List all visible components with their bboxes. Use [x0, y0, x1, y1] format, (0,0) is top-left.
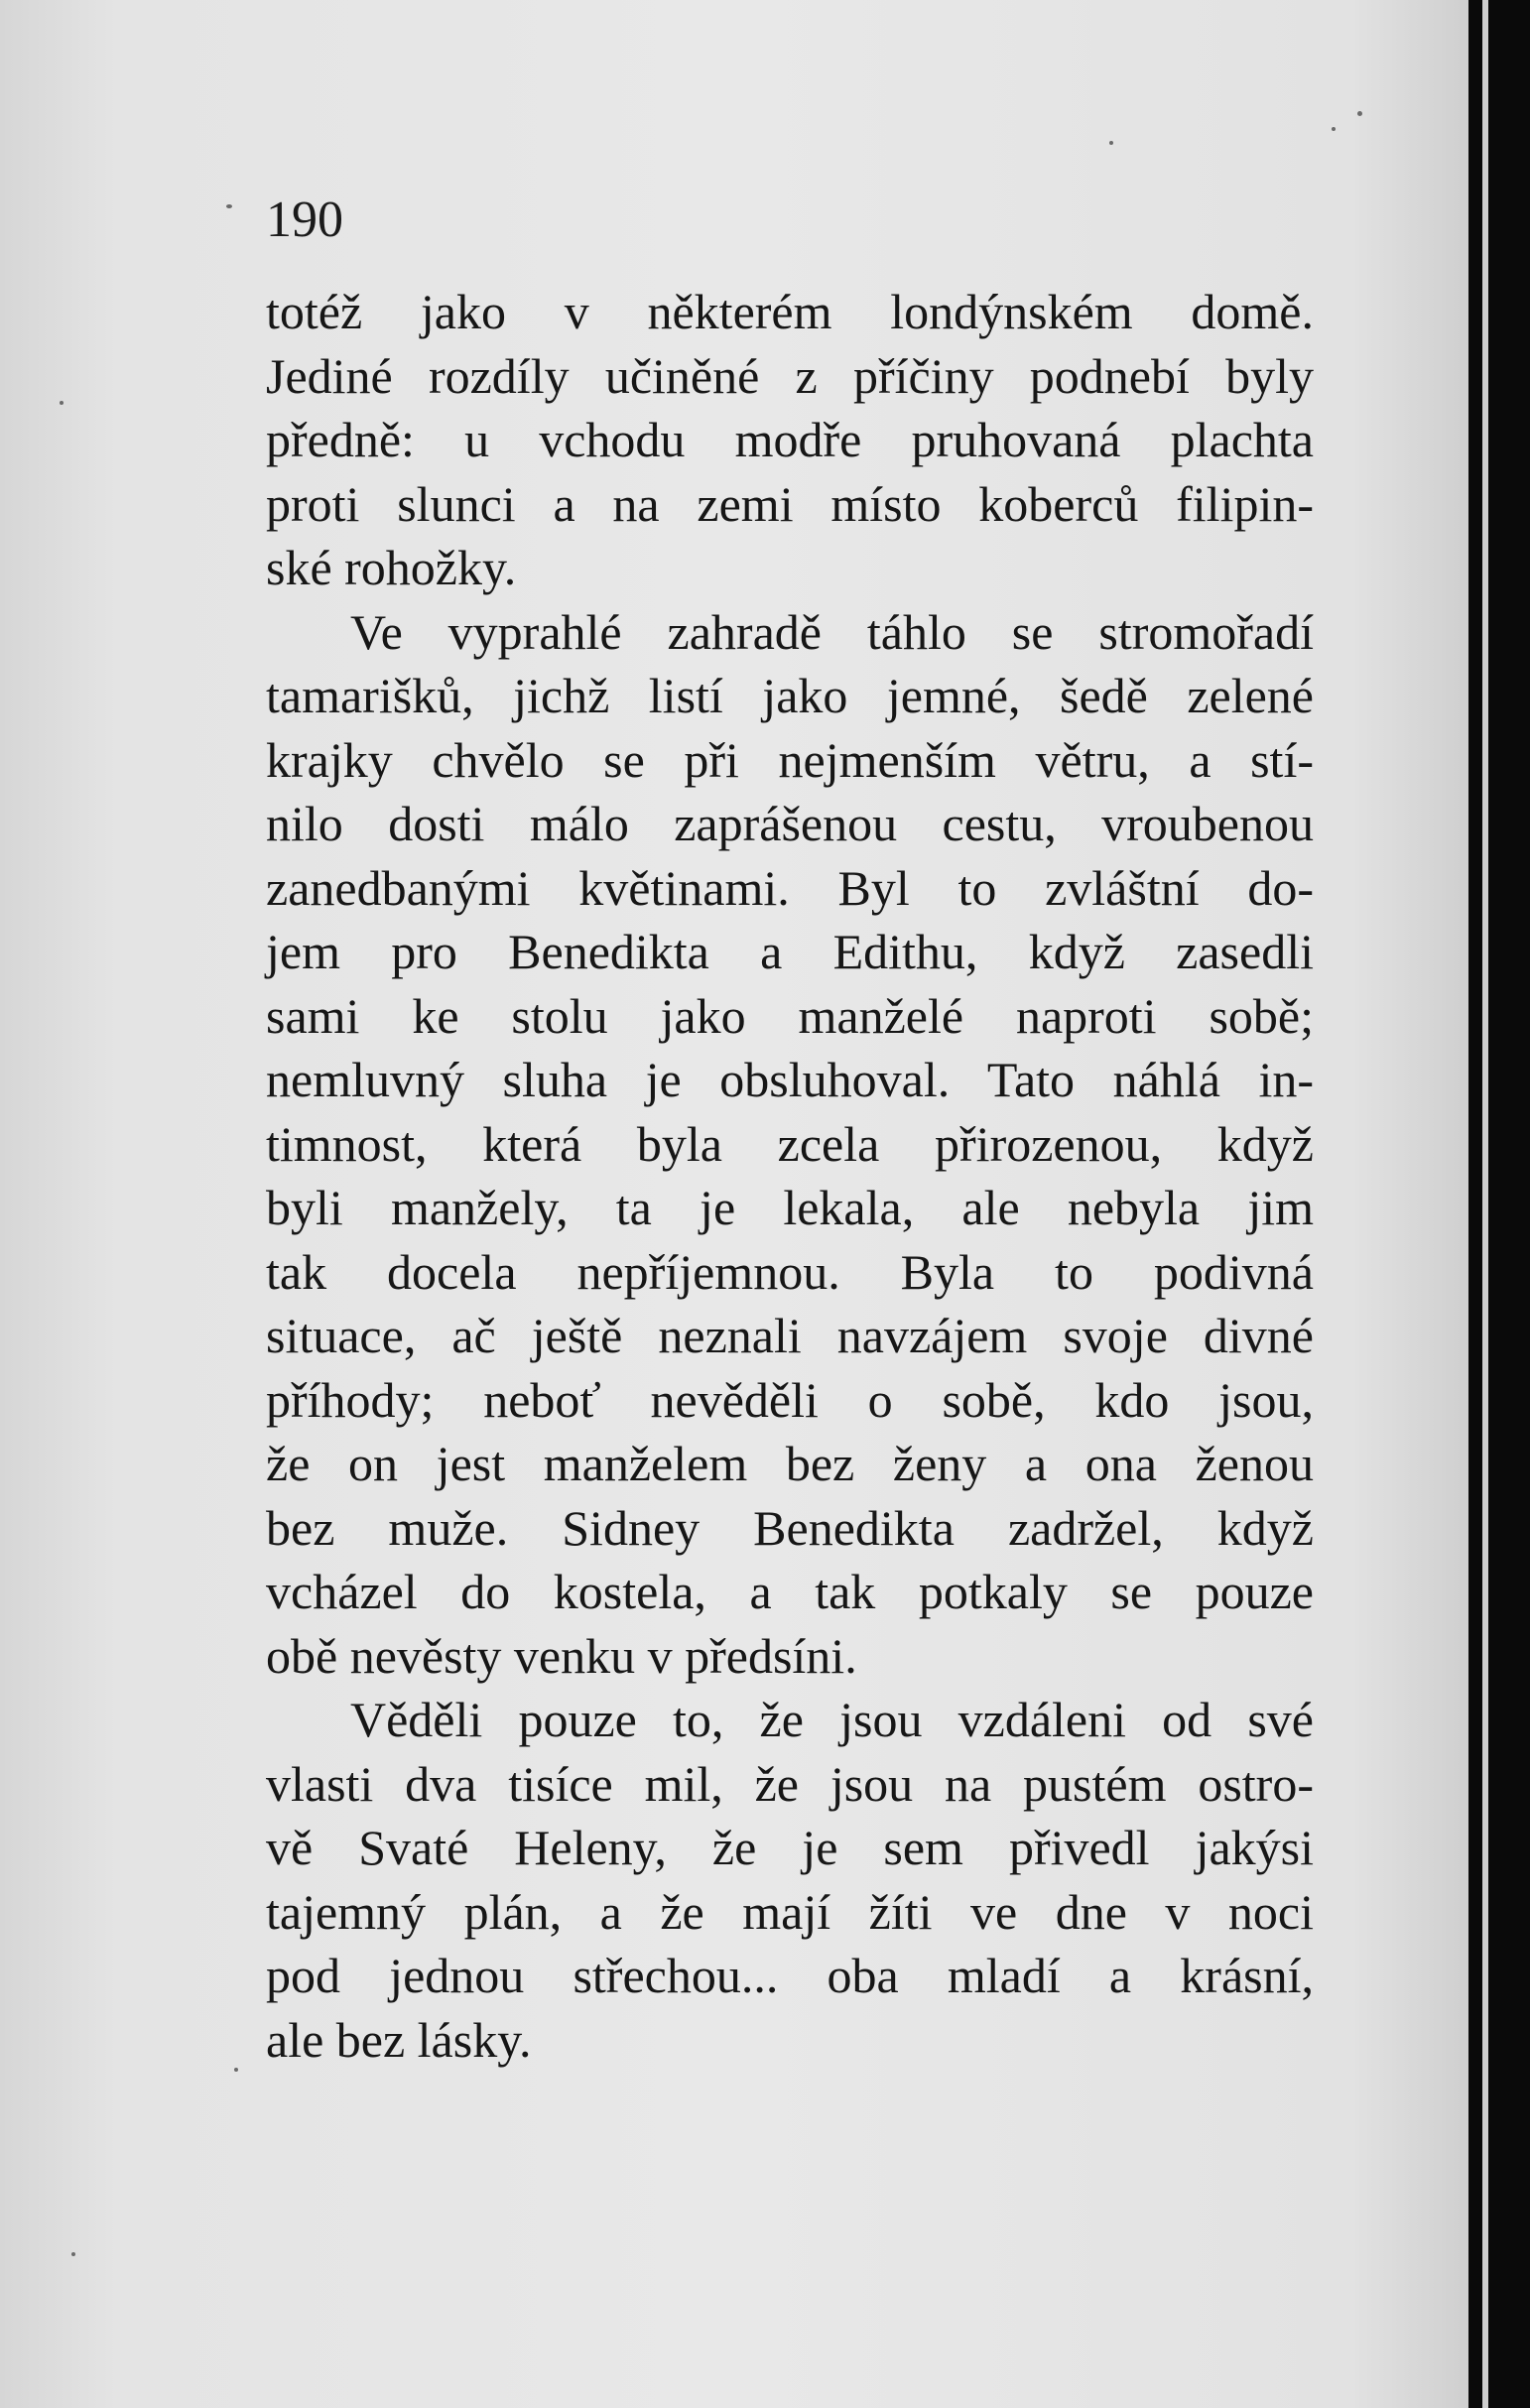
text-line: tamarišků, jichž listí jako jemné, šedě zelené: [266, 668, 1314, 723]
text-line: nilo dosti málo zaprášenou cestu, vroubenou: [266, 796, 1314, 851]
text-line: vlasti dva tisíce mil, že jsou na pustém ostro-: [266, 1755, 1314, 1812]
text-line: pod jednou střechou... oba mladí a krásní,: [266, 1948, 1314, 2003]
paper-speck: [60, 401, 64, 405]
text-line: tajemný plán, a že mají žíti ve dne v noci: [266, 1883, 1314, 1940]
page-text: [266, 280, 1314, 2072]
text-line: že on jest manželem bez ženy a ona ženou: [266, 1436, 1314, 1491]
text-line: nemluvný sluha je obsluhoval. Tato náhlá in-: [266, 1052, 1314, 1107]
paper-speck: [1357, 111, 1362, 116]
text-line: totéž jako v některém londýnském domě.: [266, 284, 1314, 339]
text-line: ské rohožky.: [266, 540, 517, 595]
text-line: vě Svaté Heleny, že je sem přivedl jakýsi: [266, 1820, 1314, 1875]
text-line: situace, ač ještě neznali navzájem svoje divné: [266, 1308, 1314, 1363]
text-line: vcházel do kostela, a tak potkaly se pouze: [266, 1564, 1314, 1619]
text-line: tak docela nepříjemnou. Byla to podivná: [266, 1243, 1314, 1300]
text-line: Věděli pouze to, že jsou vzdáleni od své: [350, 1692, 1314, 1747]
text-line: Ve vyprahlé zahradě táhlo se stromořadí: [350, 603, 1314, 660]
text-line: ale bez lásky.: [266, 2011, 532, 2068]
text-line: jem pro Benedikta a Edithu, když zasedli: [266, 924, 1314, 979]
text-line: bez muže. Sidney Benedikta zadržel, když: [266, 1499, 1314, 1556]
paper-speck: [1332, 127, 1336, 131]
paper-speck: [234, 2068, 238, 2072]
text-line: krajky chvělo se při nejmenším větru, a stí-: [266, 731, 1314, 788]
text-line: proti slunci a na zemi místo koberců filipin-: [266, 475, 1314, 532]
text-line: Jediné rozdíly učiněné z příčiny podnebí byly: [266, 347, 1314, 404]
paper-speck: [1109, 141, 1113, 145]
next-page-edge: [1482, 0, 1488, 2408]
text-line: předně: u vchodu modře pruhovaná plachta: [266, 412, 1314, 467]
text-line: obě nevěsty venku v předsíni.: [266, 1627, 857, 1684]
paper-speck: [226, 204, 232, 208]
text-line: byli manžely, ta je lekala, ale nebyla jim: [266, 1180, 1314, 1235]
text-line: příhody; neboť nevěděli o sobě, kdo jsou,: [266, 1371, 1314, 1428]
paper-speck: [71, 2252, 75, 2256]
text-line: zanedbanými květinami. Byl to zvláštní do-: [266, 859, 1314, 916]
page-number: 190: [266, 191, 343, 248]
text-line: sami ke stolu jako manželé naproti sobě;: [266, 987, 1314, 1044]
book-gutter-edge: [1468, 0, 1530, 2408]
text-line: timnost, která byla zcela přirozenou, když: [266, 1115, 1314, 1172]
